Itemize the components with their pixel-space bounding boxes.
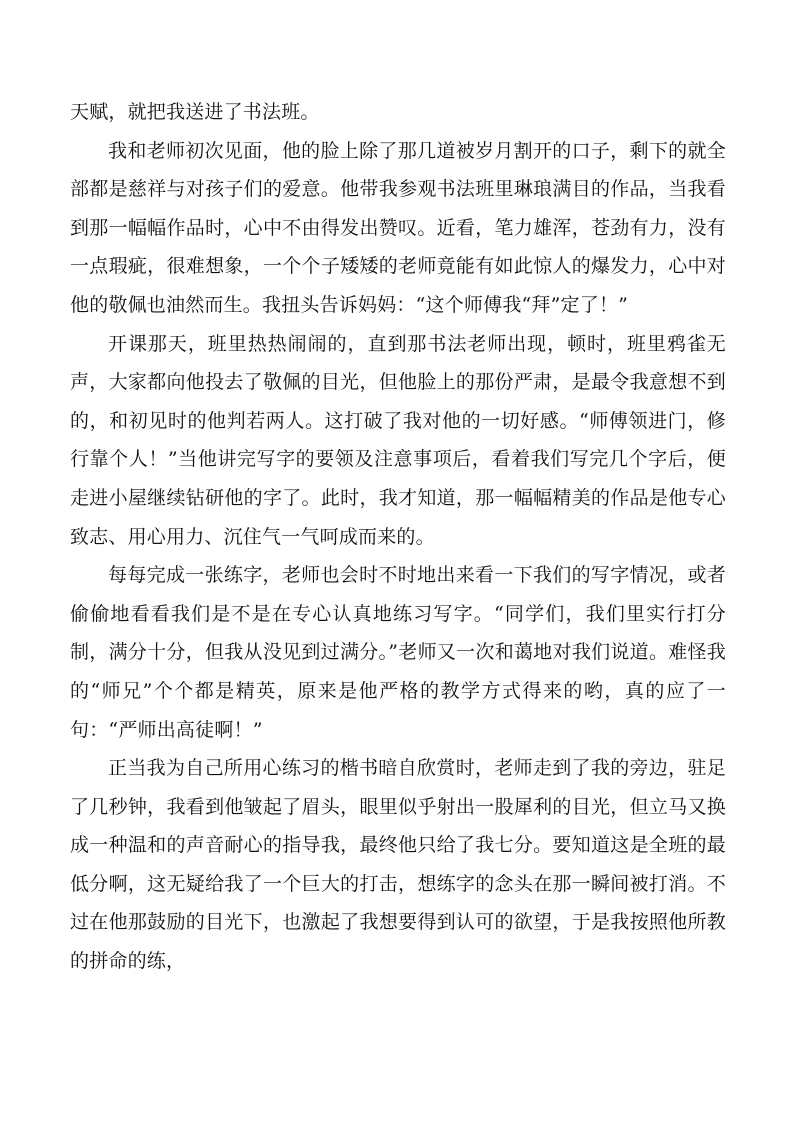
paragraph-4: 每每完成一张练字，老师也会时不时地出来看一下我们的写字情况，或者偷偷地看看我们是不是在专心认真地练习写字。“同学们，我们里实行打分制，满分十分，但我从没见到过满分。”老师又一次和蔼地对我们说道。难怪我的“师兄”个个都是精英，原来是他严格的教学方式得来的哟，真的应了一句：“严师出高徒啊！”	[70, 564, 726, 741]
paragraph-1: 天赋，就把我送进了书法班。	[70, 101, 320, 123]
document-body	[70, 93, 726, 981]
paragraph-2: 我和老师初次见面，他的脸上除了那几道被岁月割开的口子，剩下的就全部都是慈祥与对孩子们的爱意。他带我参观书法班里琳琅满目的作品，当我看到那一幅幅作品时，心中不由得发出赞叹。近看，笔力雄浑，苍劲有力，没有一点瑕疵，很难想象，一个个子矮矮的老师竟能有如此惊人的爆发力，心中对他的敬佩也油然而生。我扭头告诉妈妈：“这个师傅我“拜”定了！”	[70, 139, 726, 316]
paragraph-3: 开课那天，班里热热闹闹的，直到那书法老师出现，顿时，班里鸦雀无声，大家都向他投去了敬佩的目光，但他脸上的那份严肃，是最令我意想不到的，和初见时的他判若两人。这打破了我对他的一切好感。“师傅领进门，修行靠个人！”当他讲完写字的要领及注意事项后，看着我们写完几个字后，便走进小屋继续钻研他的字了。此时，我才知道，那一幅幅精美的作品是他专心致志、用心用力、沉住气一气呵成而来的。	[70, 332, 726, 548]
paragraph-5: 正当我为自己所用心练习的楷书暗自欣赏时，老师走到了我的旁边，驻足了几秒钟，我看到他皱起了眉头，眼里似乎射出一股犀利的目光，但立马又换成一种温和的声音耐心的指导我，最终他只给了我七分。要知道这是全班的最低分啊，这无疑给我了一个巨大的打击，想练字的念头在那一瞬间被打消。不过在他那鼓励的目光下，也激起了我想要得到认可的欲望，于是我按照他所教的拼命的练，	[70, 757, 726, 973]
